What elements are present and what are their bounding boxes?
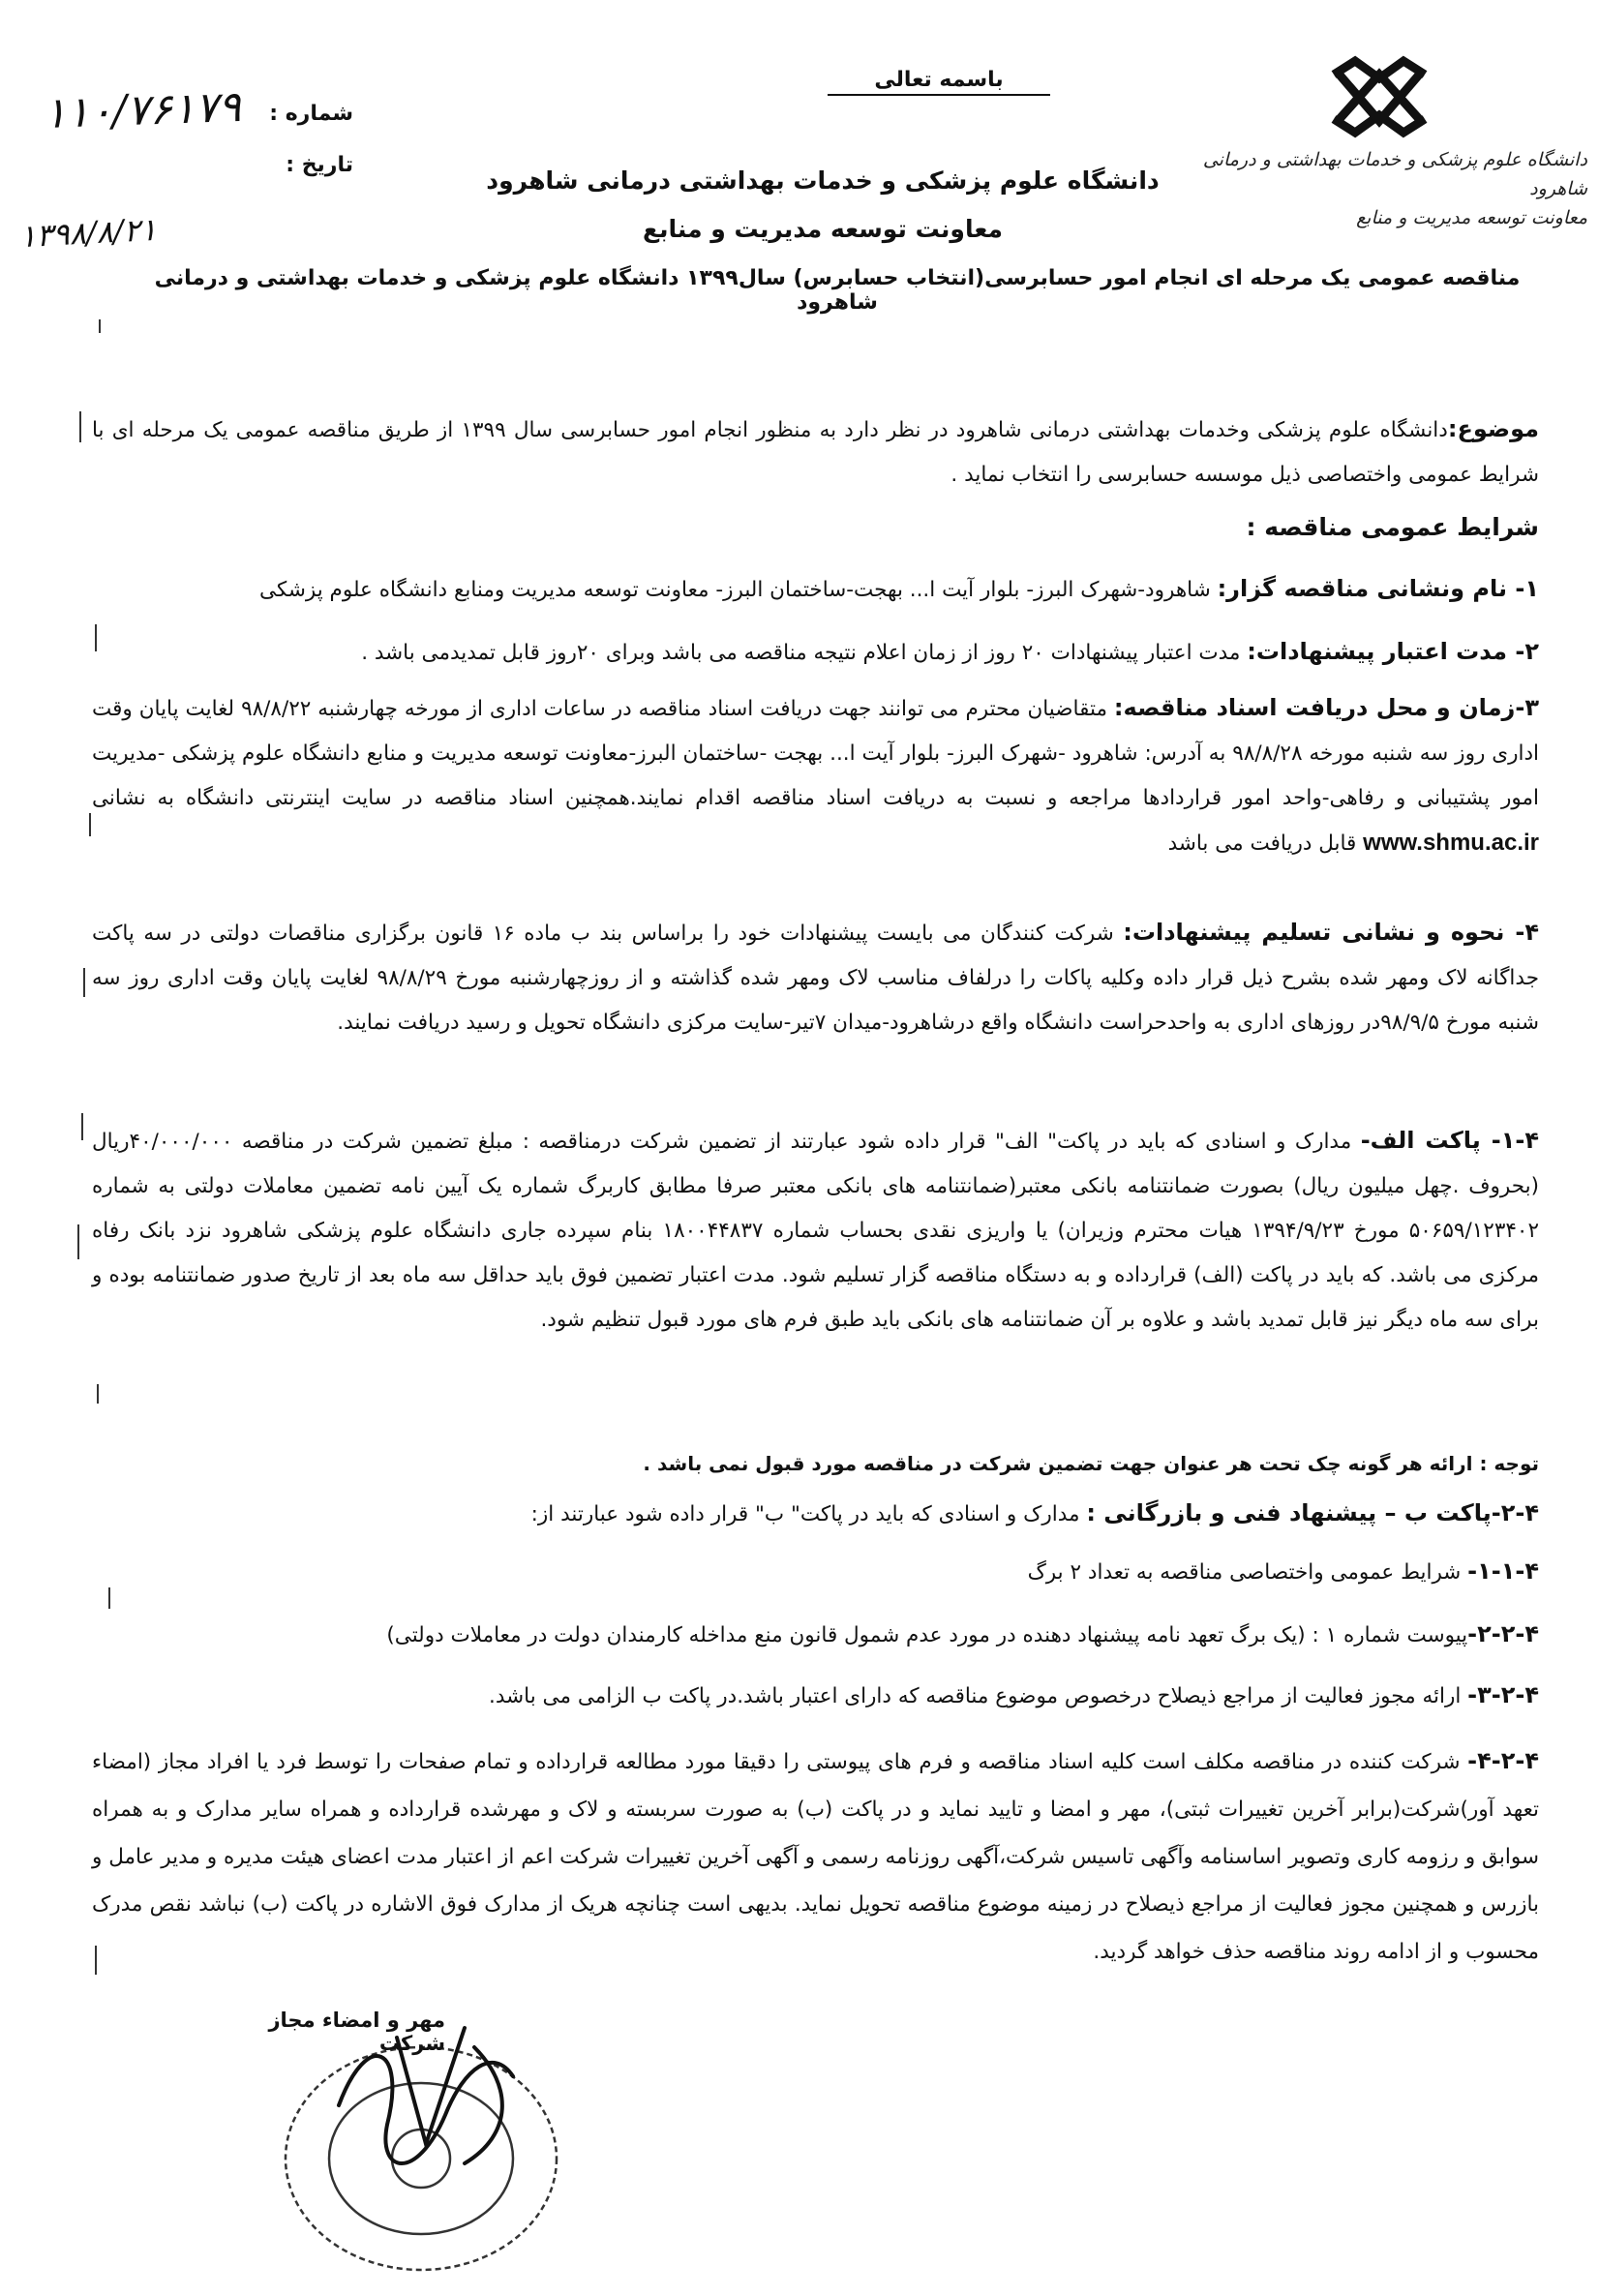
logo-caption bbox=[1200, 145, 1587, 232]
item-3-label: ۳-زمان و محل دریافت اسناد مناقصه: bbox=[1113, 694, 1539, 721]
subitem-2-2-4-label: ۲-۲-۴- bbox=[1467, 1620, 1539, 1647]
item-4-1 bbox=[92, 1118, 1539, 1343]
subject-paragraph bbox=[92, 407, 1539, 498]
basmala-heading: باسمه تعالی bbox=[828, 68, 1050, 96]
item-3-text: متقاضیان محترم می توانند جهت دریافت اسناد مناقصه در ساعات اداری از مورخه چهارشنبه ۹۸/۸/۲۲ لغایت پایان وقت اداری روز سه شنبه مورخه ۹۸/۸/۲۸ به آدرس: شاهرود -شهرک البرز- بلوار آیت ا... بهجت -ساختمان البرز-معاونت توسعه مدیریت و منابع دانشگاه علوم پزشکی -مدیریت امور پشتیبانی و رفاهی-واحد امور قراردادها مراجعه و نسبت به دریافت اسناد مناقصه اقدام نمایند.همچنین اسناد مناقصه در سایت اینترنتی دانشگاه به نشانی bbox=[92, 697, 1540, 810]
margin-mark bbox=[83, 968, 85, 997]
margin-mark bbox=[77, 1224, 79, 1259]
subitem-2-2-4-text: پیوست شماره ۱ : (یک برگ تعهد نامه پیشنهاد دهنده در مورد عدم شمول قانون منع مداخله کارمندان دولت در معاملات دولتی) bbox=[386, 1623, 1468, 1647]
letter-date-handwritten: ۱۳۹۸/۸/۲۱ bbox=[18, 210, 158, 256]
item-2-text: مدت اعتبار پیشنهادات ۲۰ روز از زمان اعلام نتیجه مناقصه می باشد وبرای ۲۰روز قابل تمدیدمی باشد . bbox=[361, 641, 1248, 665]
subject-text: دانشگاه علوم پزشکی وخدمات بهداشتی درمانی شاهرود در نظر دارد به منظور انجام امور حسابرسی سال ۱۳۹۹ از طریق مناقصه عمومی یک مرحله ای با شرایط عمومی واختصاصی ذیل موسسه حسابرسی را انتخاب نماید . bbox=[92, 418, 1539, 487]
margin-mark bbox=[95, 1946, 97, 1975]
subitem-packet-b-text: مدارک و اسنادی که باید در پاکت" ب" قرار داده شود عبارتند از: bbox=[530, 1502, 1087, 1526]
subitem-3-2-4-label: ۳-۲-۴- bbox=[1467, 1681, 1539, 1708]
subject-label: موضوع: bbox=[1447, 415, 1539, 442]
item-3 bbox=[92, 685, 1539, 866]
margin-mark bbox=[99, 319, 101, 333]
item-3-tail: قابل دریافت می باشد bbox=[1167, 831, 1364, 856]
item-1 bbox=[92, 566, 1539, 613]
item-1-label: ۱- نام ونشانی مناقصه گزار: bbox=[1217, 575, 1539, 602]
note-paragraph: توجه : ارائه هر گونه چک تحت هر عنوان جهت تضمین شرکت در مناقصه مورد قبول نمی باشد . bbox=[643, 1452, 1539, 1475]
margin-mark bbox=[81, 1113, 83, 1140]
subitem-packet-b bbox=[92, 1491, 1539, 1537]
margin-mark bbox=[95, 624, 97, 651]
item-4-1-label: ۱-۴- پاکت الف- bbox=[1360, 1127, 1540, 1154]
subitem-1-1-4 bbox=[92, 1549, 1539, 1595]
university-name: دانشگاه علوم پزشکی و خدمات بهداشتی درمانی شاهرود bbox=[486, 166, 1160, 195]
subitem-1-1-4-label: ۱-۱-۴- bbox=[1467, 1557, 1539, 1585]
item-2-label: ۲- مدت اعتبار پیشنهادات: bbox=[1247, 638, 1539, 665]
tender-title: مناقصه عمومی یک مرحله ای انجام امور حسابرسی(انتخاب حسابرس) سال۱۳۹۹ دانشگاه علوم پزشکی و خدمات بهداشتی و درمانی شاهرود bbox=[154, 266, 1521, 315]
item-1-text: شاهرود-شهرک البرز- بلوار آیت ا... بهجت-ساختمان البرز- معاونت توسعه مدیریت ومنابع دانشگاه علوم پزشکی bbox=[259, 578, 1218, 602]
margin-mark bbox=[89, 813, 91, 836]
item-4 bbox=[92, 910, 1539, 1045]
website-link[interactable]: www.shmu.ac.ir bbox=[1363, 830, 1539, 856]
item-4-label: ۴- نحوه و نشانی تسلیم پیشنهادات: bbox=[1123, 919, 1539, 946]
date-label: تاریخ : bbox=[286, 153, 353, 177]
conditions-heading: شرایط عمومی مناقصه : bbox=[1246, 513, 1539, 541]
subitem-4-2-4-label: ۴-۲-۴- bbox=[1467, 1747, 1539, 1774]
item-4-text: شرکت کنندگان می بایست پیشنهادات خود را براساس بند ب ماده ۱۶ قانون برگزاری مناقصات دولتی در سه پاکت جداگانه لاک ومهر شده بشرح ذیل قرار داده وکلیه پاکات را درلفاف مناسب لاک ومهر شده گذاشته و از روزچهارشنبه مورخ ۹۸/۸/۲۹ لغایت پایان وقت اداری روز سه شنبه مورخ ۹۸/۹/۵در روزهای اداری به واحدحراست دانشگاه واقع درشاهرود-میدان ۷تیر-سایت مرکزی دانشگاه تحویل و رسید دریافت نمایند. bbox=[92, 921, 1539, 1035]
stamp-label: مهر و امضاء مجاز شرکت bbox=[268, 2009, 445, 2055]
margin-mark bbox=[97, 1384, 99, 1404]
subitem-4-2-4 bbox=[92, 1737, 1539, 1976]
subitem-packet-b-label: ۲-۴-پاکت ب – پیشنهاد فنی و بازرگانی : bbox=[1086, 1499, 1539, 1526]
subitem-4-2-4-text: شرکت کننده در مناقصه مکلف است کلیه اسناد مناقصه و فرم های پیوستی را دقیقا مورد مطالعه قرارداده و تمام صفحات را توسط فرد یا افراد مجاز (امضاء تعهد آور)شرکت(برابر آخرین تغییرات ثبتی)، مهر و امضا و تایید نماید و در پاکت (ب) به صورت سربسته و لاک و مهرشده قرارداده و همراه سایر مدارک و به همراه سوابق و رزومه کاری وتصویر اساسنامه وآگهی تاسیس شرکت،آگهی روزنامه رسمی و آگهی آخرین تغییرات شرکت اعم از اعتبار مدت اعضای هیئت مدیره و مدیر عامل و بازرس و همچنین مجوز فعالیت از مراجع ذیصلاح در زمینه موضوع مناقصه تحویل نماید. بدیهی است چنانچه هریک از مدارک فوق الاشاره در پاکت (ب) نباشد نقص مدرک محسوب و از ادامه روند مناقصه حذف خواهد گردید. bbox=[92, 1750, 1539, 1964]
item-4-1-text: مدارک و اسنادی که باید در پاکت" الف" قرار داده شود عبارتند از تضمین شرکت درمناقصه : مبلغ تضمین شرکت در مناقصه ۴۰/۰۰۰/۰۰۰ریال (بحروف .چهل میلیون ریال) بصورت ضمانتنامه بانکی معتبر(ضمانتنامه های بانکی معتبر صرفا مطابق کاربرگ شماره یک آیین نامه تضمین معاملات دولتی به شماره ۵۰۶۵۹/۱۲۳۴۰۲ مورخ ۱۳۹۴/۹/۲۳ هیات محترم وزیران) یا واریزی نقدی بحساب شماره ۱۸۰۰۴۴۸۳۷ بنام سپرده جاری دانشگاه علوم پزشکی شاهرود نزد بانک رفاه مرکزی می باشد. که باید در پاکت (الف) قرارداده و به دستگاه مناقصه گزار تسلیم شود. مدت اعتبار تضمین فوق باید حداقل سه ماه بعد از تاریخ صدور ضمانتنامه بوده و برای سه ماه دیگر نیز قابل تمدید باشد و علاوه بر آن ضمانتنامه های بانکی باید طبق فرم های مورد قبول تنظیم شود. bbox=[92, 1130, 1540, 1332]
subitem-3-2-4-text: ارائه مجوز فعالیت از مراجع ذیصلاح درخصوص موضوع مناقصه که دارای اعتبار باشد.در پاکت ب الزامی می باشد. bbox=[489, 1684, 1468, 1708]
logo-caption-line2: معاونت توسعه مدیریت و منابع bbox=[1356, 207, 1587, 228]
subitem-1-1-4-text: شرایط عمومی واختصاصی مناقصه به تعداد ۲ برگ bbox=[1027, 1560, 1468, 1585]
logo-caption-line1: دانشگاه علوم پزشکی و خدمات بهداشتی و درمانی شاهرود bbox=[1202, 149, 1587, 199]
number-label: شماره : bbox=[269, 102, 353, 126]
margin-mark bbox=[108, 1587, 110, 1609]
subitem-3-2-4 bbox=[92, 1673, 1539, 1719]
item-2 bbox=[92, 629, 1539, 676]
subitem-2-2-4 bbox=[92, 1612, 1539, 1658]
margin-mark bbox=[79, 411, 81, 442]
university-logo-icon bbox=[1326, 53, 1433, 140]
deputy-name: معاونت توسعه مدیریت و منابع bbox=[643, 215, 1003, 243]
letter-number-handwritten: ۱۱۰/۷۶۱۷۹ bbox=[43, 81, 242, 138]
